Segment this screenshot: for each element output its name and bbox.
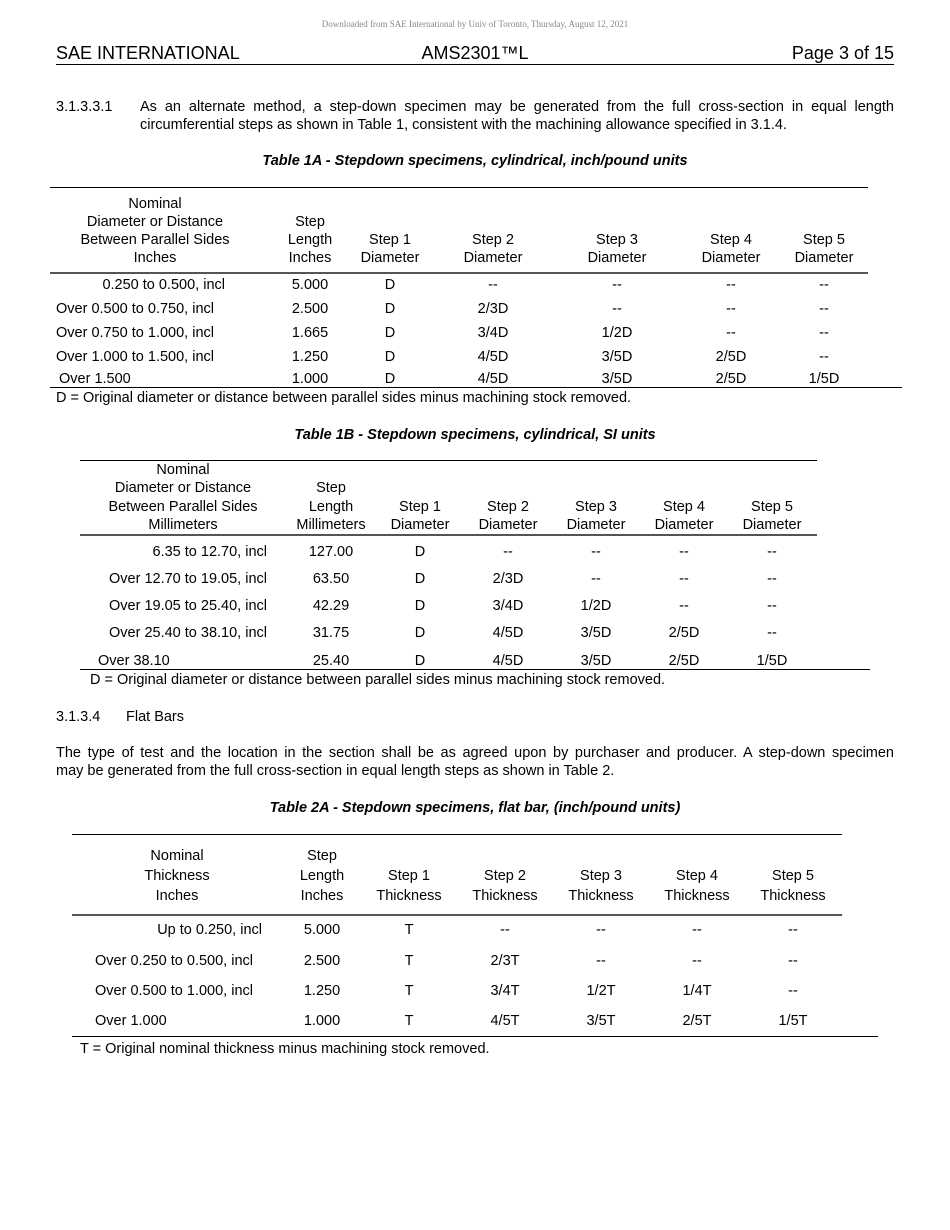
table-cell: Over 1.500 (59, 371, 131, 387)
table-bottom-rule (80, 669, 870, 670)
table-cell: -- (679, 571, 689, 587)
section-text-line: The type of test and the location in the section shall be as agreed upon by purchaser and producer. A step-down specimen (56, 745, 894, 761)
table-cell: T (404, 983, 414, 999)
table-cell: D (414, 571, 426, 587)
column-header: Nominal (150, 848, 204, 864)
table-cell: 2/3D (477, 301, 509, 317)
download-watermark: Downloaded from SAE International by Univ of Toronto, Thursday, August 12, 2021 (321, 19, 629, 29)
column-header: Step 5 (751, 498, 793, 515)
table-cell: -- (679, 544, 689, 560)
table-cell: 3/4T (490, 983, 520, 999)
table-cell: 2/5T (682, 1013, 712, 1029)
table-cell: -- (596, 953, 606, 969)
section-text-line: circumferential steps as shown in Table 1, consistent with the machining allowance specified in 3.1.4. (140, 117, 787, 133)
header-rule (56, 64, 894, 65)
table-note: D = Original diameter or distance between parallel sides minus machining stock removed. (90, 672, 666, 688)
table-note: D = Original diameter or distance between parallel sides minus machining stock removed. (56, 390, 632, 406)
table-cell: 42.29 (312, 598, 350, 614)
column-header: Diameter (360, 250, 420, 266)
header-page-number: Page 3 of 15 (791, 43, 894, 63)
column-header: Inches (155, 888, 199, 904)
section-number: 3.1.3.4 (56, 709, 101, 725)
column-header: Millimeters (148, 517, 218, 533)
section-title: Flat Bars (126, 709, 185, 725)
table-cell: 5.000 (303, 922, 341, 938)
column-header: Nominal (156, 462, 210, 479)
table-cell: D (414, 625, 426, 641)
table-cell: -- (819, 349, 829, 365)
table-cell: -- (767, 598, 777, 614)
table-cell: 4/5D (477, 371, 509, 387)
column-header: Length (308, 498, 354, 515)
section-text-line: may be generated from the full cross-section in equal length steps as shown in Table 2. (56, 763, 615, 779)
table-cell: 1.000 (291, 371, 329, 387)
table-cell: 4/5D (492, 653, 524, 669)
column-header: Diameter (742, 517, 802, 533)
table-bottom-rule (50, 387, 902, 388)
table-cell: -- (788, 922, 798, 938)
column-header: Diameter (390, 517, 450, 533)
table-cell: 1/2T (586, 983, 616, 999)
column-header: Diameter (587, 250, 647, 266)
table-cell: 2.500 (291, 301, 329, 317)
column-header: Step 3 (580, 868, 622, 884)
table-cell: 1.000 (303, 1013, 341, 1029)
column-header: Step 5 (772, 868, 814, 884)
table-cell: 3/4D (477, 325, 509, 341)
table-header-rule (72, 914, 842, 916)
column-header: Thickness (664, 888, 730, 904)
column-header: Step 4 (663, 498, 705, 515)
table-cell: -- (596, 922, 606, 938)
column-header: Step 1 (388, 868, 430, 884)
column-header: Diameter (478, 517, 538, 533)
table-cell: 2/5D (715, 349, 747, 365)
table-cell: D (384, 301, 396, 317)
column-header: Between Parallel Sides (108, 498, 258, 515)
table-cell: -- (788, 983, 798, 999)
column-header: Step 2 (487, 498, 529, 515)
table-cell: Over 0.500 to 0.750, incl (56, 301, 214, 317)
table-cell: 3/5D (601, 349, 633, 365)
column-header: Step 3 (575, 498, 617, 515)
column-header: Step (295, 214, 325, 230)
table-cell: 25.40 (312, 653, 350, 669)
table-cell: 3/5T (586, 1013, 616, 1029)
table-cell: -- (767, 544, 777, 560)
table-cell: D (384, 325, 396, 341)
table-cell: -- (500, 922, 510, 938)
column-header: Diameter (794, 250, 854, 266)
column-header: Length (287, 232, 333, 248)
table-cell: T (404, 922, 414, 938)
table-cell: 2/3T (490, 953, 520, 969)
table-cell: -- (503, 544, 513, 560)
table-cell: 31.75 (312, 625, 350, 641)
table-caption: Table 2A - Stepdown specimens, flat bar, (inch/pound units) (269, 800, 681, 816)
table-cell: -- (819, 301, 829, 317)
column-header: Step 5 (803, 232, 845, 248)
table-caption: Table 1B - Stepdown specimens, cylindrical, SI units (294, 427, 656, 443)
table-cell: 4/5D (477, 349, 509, 365)
table-cell: Over 0.250 to 0.500, incl (95, 953, 253, 969)
table-cell: 2.500 (303, 953, 341, 969)
table-cell: 3/5D (580, 653, 612, 669)
section-number: 3.1.3.3.1 (56, 99, 113, 115)
table-cell: Over 0.750 to 1.000, incl (56, 325, 214, 341)
table-cell: 1/5T (778, 1013, 808, 1029)
table-cell: T (404, 953, 414, 969)
table-cell: 1.250 (291, 349, 329, 365)
table-cell: 127.00 (308, 544, 354, 560)
table-cell: 4/5D (492, 625, 524, 641)
table-cell: Over 38.10 (98, 653, 170, 669)
table-cell: D (414, 653, 426, 669)
table-cell: Over 19.05 to 25.40, incl (109, 598, 267, 614)
column-header: Thickness (760, 888, 826, 904)
column-header: Step (307, 848, 337, 864)
table-cell: -- (679, 598, 689, 614)
column-header: Step 2 (484, 868, 526, 884)
table-cell: 1.250 (303, 983, 341, 999)
column-header: Step (316, 480, 346, 497)
table-cell: -- (788, 953, 798, 969)
table-cell: 2/5D (668, 625, 700, 641)
column-header: Inches (288, 250, 332, 266)
table-cell: -- (726, 277, 736, 293)
column-header: Step 4 (710, 232, 752, 248)
table-cell: 3/5D (601, 371, 633, 387)
column-header: Step 1 (399, 498, 441, 515)
column-header: Step 4 (676, 868, 718, 884)
table-cell: 1/4T (682, 983, 712, 999)
column-header: Millimeters (296, 517, 366, 533)
column-header: Diameter (463, 250, 523, 266)
table-cell: D (384, 349, 396, 365)
column-header: Inches (300, 888, 344, 904)
table-cell: 4/5T (490, 1013, 520, 1029)
table-cell: -- (767, 625, 777, 641)
table-cell: -- (591, 544, 601, 560)
table-header-rule (80, 534, 817, 536)
table-bottom-rule (72, 1036, 878, 1037)
table-cell: 1/5D (756, 653, 788, 669)
table-cell: Over 1.000 to 1.500, incl (56, 349, 214, 365)
table-cell: -- (767, 571, 777, 587)
column-header: Thickness (376, 888, 442, 904)
table-cell: -- (726, 301, 736, 317)
table-cell: 6.35 to 12.70, incl (152, 544, 267, 560)
table-note: T = Original nominal thickness minus machining stock removed. (80, 1041, 490, 1057)
table-top-rule (50, 187, 868, 188)
table-cell: D (414, 598, 426, 614)
table-cell: Over 0.500 to 1.000, incl (95, 983, 253, 999)
table-cell: 2/5D (715, 371, 747, 387)
header-org: SAE INTERNATIONAL (56, 43, 240, 63)
table-cell: 63.50 (312, 571, 350, 587)
table-cell: -- (819, 325, 829, 341)
table-cell: -- (819, 277, 829, 293)
column-header: Diameter (654, 517, 714, 533)
column-header: Thickness (568, 888, 634, 904)
table-cell: 1/5D (808, 371, 840, 387)
table-caption: Table 1A - Stepdown specimens, cylindrical, inch/pound units (262, 153, 688, 169)
column-header: Step 3 (596, 232, 638, 248)
column-header: Diameter or Distance (114, 480, 252, 497)
column-header: Diameter (566, 517, 626, 533)
table-cell: Over 1.000 (95, 1013, 167, 1029)
table-cell: Over 12.70 to 19.05, incl (109, 571, 267, 587)
table-cell: Over 25.40 to 38.10, incl (109, 625, 267, 641)
section-text-line: As an alternate method, a step-down specimen may be generated from the full cross-section in equal length (140, 99, 894, 115)
table-cell: 0.250 to 0.500, incl (102, 277, 225, 293)
table-cell: 2/5D (668, 653, 700, 669)
column-header: Between Parallel Sides (80, 232, 230, 248)
table-cell: -- (726, 325, 736, 341)
table-header-rule (50, 272, 868, 274)
table-cell: 1/2D (580, 598, 612, 614)
table-cell: 3/5D (580, 625, 612, 641)
column-header: Thickness (472, 888, 538, 904)
column-header: Inches (133, 250, 177, 266)
table-cell: 3/4D (492, 598, 524, 614)
table-top-rule (72, 834, 842, 835)
table-cell: 2/3D (492, 571, 524, 587)
table-cell: T (404, 1013, 414, 1029)
table-cell: -- (612, 301, 622, 317)
column-header: Length (299, 868, 345, 884)
column-header: Nominal (128, 196, 182, 212)
column-header: Step 1 (369, 232, 411, 248)
table-cell: D (384, 277, 396, 293)
table-cell: 1/2D (601, 325, 633, 341)
table-cell: -- (591, 571, 601, 587)
table-cell: Up to 0.250, incl (157, 922, 262, 938)
column-header: Step 2 (472, 232, 514, 248)
table-cell: -- (692, 953, 702, 969)
table-cell: D (414, 544, 426, 560)
table-cell: -- (488, 277, 498, 293)
header-doc-number: AMS2301™L (421, 43, 529, 63)
table-cell: -- (612, 277, 622, 293)
column-header: Thickness (144, 868, 210, 884)
table-cell: 1.665 (291, 325, 329, 341)
table-cell: -- (692, 922, 702, 938)
column-header: Diameter (701, 250, 761, 266)
column-header: Diameter or Distance (86, 214, 224, 230)
table-cell: 5.000 (291, 277, 329, 293)
table-cell: D (384, 371, 396, 387)
